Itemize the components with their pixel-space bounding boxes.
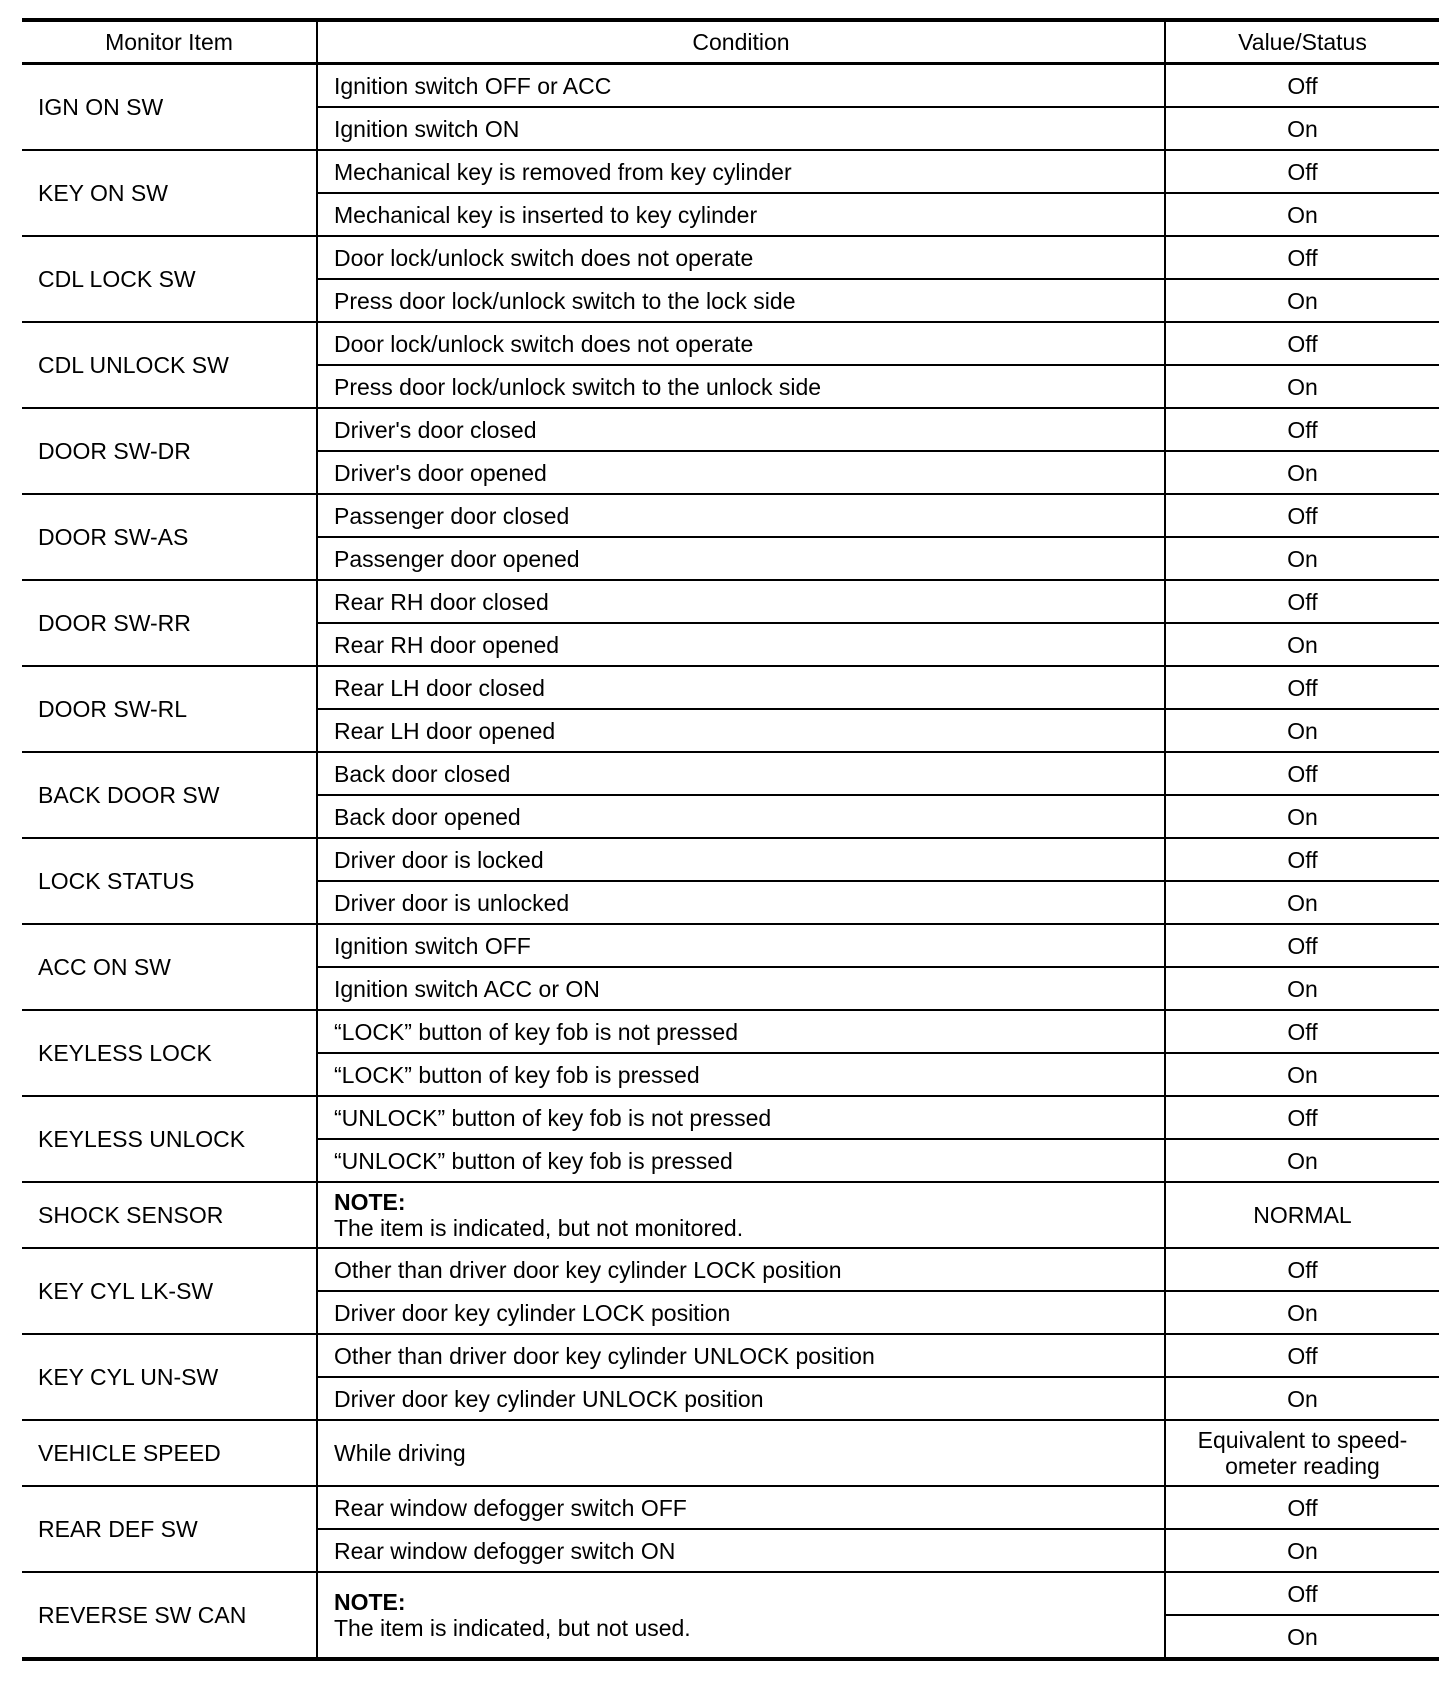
condition-cell: Door lock/unlock switch does not operate [317, 322, 1165, 365]
monitor-item-cell: BACK DOOR SW [22, 752, 317, 838]
monitor-item-cell: LOCK STATUS [22, 838, 317, 924]
value-line: ometer reading [1225, 1453, 1380, 1479]
monitor-item-cell: REAR DEF SW [22, 1486, 317, 1572]
value-cell: Off [1165, 838, 1439, 881]
value-cell: Off [1165, 494, 1439, 537]
table-row [22, 580, 1439, 623]
condition-cell: “LOCK” button of key fob is pressed [317, 1053, 1165, 1096]
monitor-item-cell: DOOR SW-RL [22, 666, 317, 752]
condition-cell: Rear RH door opened [317, 623, 1165, 666]
condition-cell: “LOCK” button of key fob is not pressed [317, 1010, 1165, 1053]
value-cell: Off [1165, 752, 1439, 795]
value-cell: Off [1165, 924, 1439, 967]
note-cell [317, 1572, 1165, 1659]
value-cell: Off [1165, 1248, 1439, 1291]
value-cell: On [1165, 1291, 1439, 1334]
table-row [22, 1486, 1439, 1529]
table-row [22, 1420, 1439, 1486]
table-row [22, 666, 1439, 709]
value-cell: On [1165, 709, 1439, 752]
table-row [22, 838, 1439, 881]
condition-cell: Mechanical key is inserted to key cylinder [317, 193, 1165, 236]
value-cell: On [1165, 1529, 1439, 1572]
value-cell: On [1165, 1377, 1439, 1420]
monitor-item-cell: DOOR SW-AS [22, 494, 317, 580]
note-cell [317, 1182, 1165, 1248]
condition-cell: Back door closed [317, 752, 1165, 795]
value-cell: Off [1165, 1572, 1439, 1615]
value-cell: On [1165, 623, 1439, 666]
table-row [22, 1096, 1439, 1139]
condition-cell: Ignition switch OFF [317, 924, 1165, 967]
monitor-item-cell: VEHICLE SPEED [22, 1420, 317, 1486]
monitor-item-cell: KEY CYL LK-SW [22, 1248, 317, 1334]
value-cell: On [1165, 1053, 1439, 1096]
value-cell [1165, 1420, 1439, 1486]
condition-cell: Ignition switch ON [317, 107, 1165, 150]
header-condition: Condition [317, 20, 1165, 64]
value-cell: On [1165, 881, 1439, 924]
table-row [22, 1010, 1439, 1053]
condition-cell: Back door opened [317, 795, 1165, 838]
condition-cell: Driver's door closed [317, 408, 1165, 451]
condition-cell: Driver door key cylinder UNLOCK position [317, 1377, 1165, 1420]
value-cell: On [1165, 193, 1439, 236]
table-row [22, 150, 1439, 193]
value-cell: On [1165, 795, 1439, 838]
value-cell: Off [1165, 150, 1439, 193]
value-cell: On [1165, 1139, 1439, 1182]
note-text: The item is indicated, but not used. [334, 1615, 691, 1641]
value-cell: Off [1165, 236, 1439, 279]
value-line: Equivalent to speed- [1197, 1427, 1408, 1453]
condition-cell: Rear LH door closed [317, 666, 1165, 709]
condition-cell: Rear window defogger switch ON [317, 1529, 1165, 1572]
condition-cell: Passenger door closed [317, 494, 1165, 537]
value-cell: On [1165, 1615, 1439, 1659]
value-cell: Off [1165, 666, 1439, 709]
condition-cell: Press door lock/unlock switch to the lock side [317, 279, 1165, 322]
table-row [22, 1182, 1439, 1248]
header-monitor-item: Monitor Item [22, 20, 317, 64]
table-row [22, 1572, 1439, 1615]
condition-cell: Driver door is locked [317, 838, 1165, 881]
condition-cell: “UNLOCK” button of key fob is pressed [317, 1139, 1165, 1182]
value-cell: On [1165, 279, 1439, 322]
value-cell: Off [1165, 1096, 1439, 1139]
condition-cell: Driver door is unlocked [317, 881, 1165, 924]
table-row [22, 1248, 1439, 1291]
monitor-item-cell: DOOR SW-DR [22, 408, 317, 494]
value-cell: Off [1165, 1334, 1439, 1377]
monitor-table-container [22, 18, 1439, 1661]
condition-cell: Driver door key cylinder LOCK position [317, 1291, 1165, 1334]
condition-cell: Other than driver door key cylinder LOCK position [317, 1248, 1165, 1291]
value-cell: On [1165, 365, 1439, 408]
monitor-item-cell: DOOR SW-RR [22, 580, 317, 666]
table-row [22, 1334, 1439, 1377]
condition-cell: “UNLOCK” button of key fob is not pressed [317, 1096, 1165, 1139]
value-cell: Off [1165, 1486, 1439, 1529]
note-text: The item is indicated, but not monitored. [334, 1215, 744, 1241]
condition-cell: Rear RH door closed [317, 580, 1165, 623]
value-cell: On [1165, 451, 1439, 494]
value-cell: Off [1165, 322, 1439, 365]
value-cell: Off [1165, 580, 1439, 623]
table-row [22, 752, 1439, 795]
condition-cell: Driver's door opened [317, 451, 1165, 494]
monitor-item-cell: KEY ON SW [22, 150, 317, 236]
value-cell: On [1165, 107, 1439, 150]
value-cell: Off [1165, 408, 1439, 451]
note-label: NOTE: [334, 1189, 406, 1215]
condition-cell: Press door lock/unlock switch to the unlock side [317, 365, 1165, 408]
condition-cell: Other than driver door key cylinder UNLOCK position [317, 1334, 1165, 1377]
value-cell: Off [1165, 64, 1439, 108]
condition-cell: Passenger door opened [317, 537, 1165, 580]
table-row [22, 236, 1439, 279]
monitor-item-cell: ACC ON SW [22, 924, 317, 1010]
monitor-item-cell: KEYLESS UNLOCK [22, 1096, 317, 1182]
note-label: NOTE: [334, 1589, 406, 1615]
condition-cell: Rear window defogger switch OFF [317, 1486, 1165, 1529]
monitor-item-cell: IGN ON SW [22, 64, 317, 151]
condition-cell: Mechanical key is removed from key cylinder [317, 150, 1165, 193]
table-row [22, 924, 1439, 967]
value-cell: On [1165, 967, 1439, 1010]
monitor-item-cell: CDL UNLOCK SW [22, 322, 317, 408]
table-header-row [22, 20, 1439, 64]
condition-cell: Ignition switch ACC or ON [317, 967, 1165, 1010]
value-cell: NORMAL [1165, 1182, 1439, 1248]
condition-cell: Ignition switch OFF or ACC [317, 64, 1165, 108]
table-row [22, 408, 1439, 451]
table-row [22, 64, 1439, 108]
monitor-table [22, 18, 1439, 1661]
monitor-item-cell: CDL LOCK SW [22, 236, 317, 322]
monitor-item-cell: SHOCK SENSOR [22, 1182, 317, 1248]
condition-cell: Rear LH door opened [317, 709, 1165, 752]
monitor-item-cell: REVERSE SW CAN [22, 1572, 317, 1659]
monitor-item-cell: KEY CYL UN-SW [22, 1334, 317, 1420]
table-row [22, 322, 1439, 365]
monitor-item-cell: KEYLESS LOCK [22, 1010, 317, 1096]
condition-cell: Door lock/unlock switch does not operate [317, 236, 1165, 279]
value-cell: On [1165, 537, 1439, 580]
header-value-status: Value/Status [1165, 20, 1439, 64]
value-cell: Off [1165, 1010, 1439, 1053]
table-row [22, 494, 1439, 537]
condition-cell: While driving [317, 1420, 1165, 1486]
